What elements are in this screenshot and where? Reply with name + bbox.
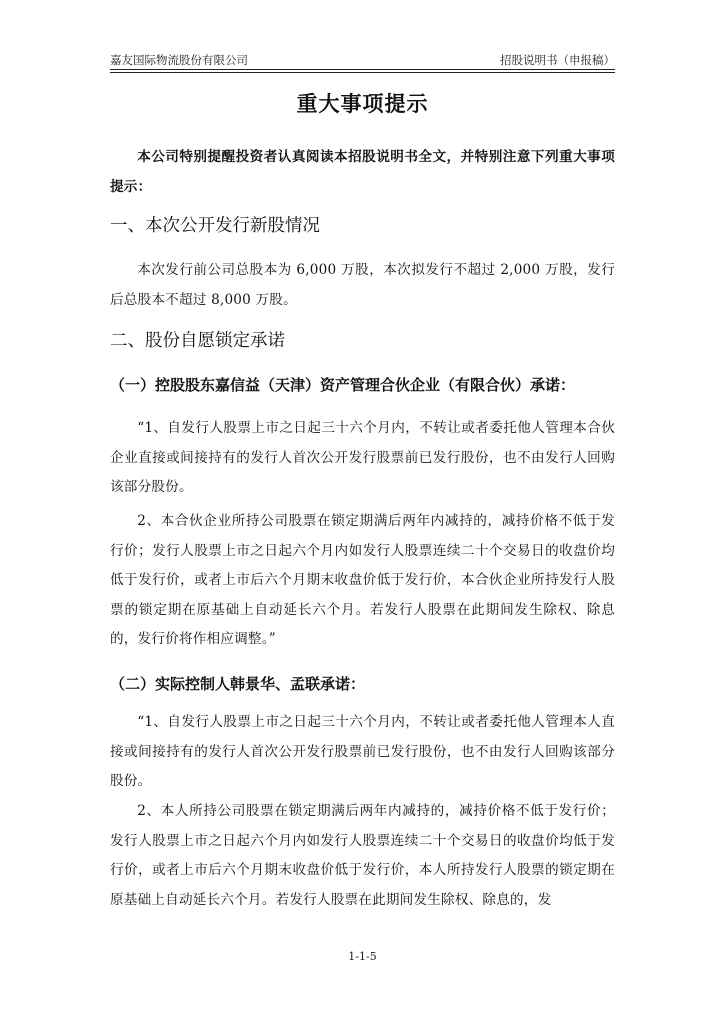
- header-rule-thin: [110, 72, 615, 73]
- subsection1-paragraph-2: 2、本合伙企业所持公司股票在锁定期满后两年内减持的，减持价格不低于发行价；发行人股票上市之日起六个月内如发行人股票连续二十个交易日的收盘价均低于发行价，或者上市后六个月期末收盘价低于发行价，本合伙企业所持发行人股票的锁定期在原基础上自动延长六个月。若发行人股票在此期间发生除权、除息的，发行价将作相应调整。”: [110, 513, 615, 647]
- section1-heading-block: [110, 214, 615, 238]
- intro-paragraph: 本公司特别提醒投资者认真阅读本招股说明书全文，并特别注意下列重大事项提示：: [110, 149, 615, 195]
- subsection1-body-2: [110, 507, 615, 655]
- running-header: [110, 52, 615, 70]
- subsection2-paragraph-1: “1、自发行人股票上市之日起三十六个月内，不转让或者委托他人管理本人直接或间接持有的发行人首次公开发行股票前已发行股份，也不由发行人回购该部分股份。: [110, 714, 615, 789]
- header-rule-thick: [110, 69, 615, 70]
- header-company: 嘉友国际物流股份有限公司: [110, 53, 248, 67]
- header-doc-type: 招股说明书（申报稿）: [500, 53, 615, 67]
- subsection2-body-2: [110, 797, 615, 915]
- section1-heading: 一、本次公开发行新股情况: [110, 216, 320, 236]
- section2-heading: 二、股份自愿锁定承诺: [110, 331, 285, 351]
- section1-paragraph: 本次发行前公司总股本为 6,000 万股，本次拟发行不超过 2,000 万股，发行后总股本不超过 8,000 万股。: [110, 262, 615, 308]
- section1-body: [110, 256, 615, 315]
- section2-heading-block: [110, 329, 615, 353]
- subsection1-heading: （一）控股股东嘉信益（天津）资产管理合伙企业（有限合伙）承诺：: [110, 376, 576, 394]
- subsection2-paragraph-2: 2、本人所持公司股票在锁定期满后两年内减持的，减持价格不低于发行价；发行人股票上市之日起六个月内如发行人股票连续二十个交易日的收盘价均低于发行价，或者上市后六个月期末收盘价低于发行价，本人所持发行人股票的锁定期在原基础上自动延长六个月。若发行人股票在此期间发生除权、除息的，发: [110, 803, 615, 908]
- subsection1-heading-block: [110, 374, 615, 396]
- subsection2-heading-block: [110, 673, 615, 695]
- subsection1-paragraph-1: “1、自发行人股票上市之日起三十六个月内，不转让或者委托他人管理本合伙企业直接或间接持有的发行人首次公开发行股票前已发行股份，也不由发行人回购该部分股份。: [110, 420, 615, 495]
- page-number: 1-1-5: [348, 950, 377, 963]
- intro-block: [110, 143, 615, 202]
- subsection2-heading: （二）实际控制人韩景华、孟联承诺：: [110, 675, 366, 693]
- subsection2-body-1: [110, 708, 615, 797]
- subsection1-body-1: [110, 414, 615, 503]
- page-title: 重大事项提示: [296, 92, 429, 116]
